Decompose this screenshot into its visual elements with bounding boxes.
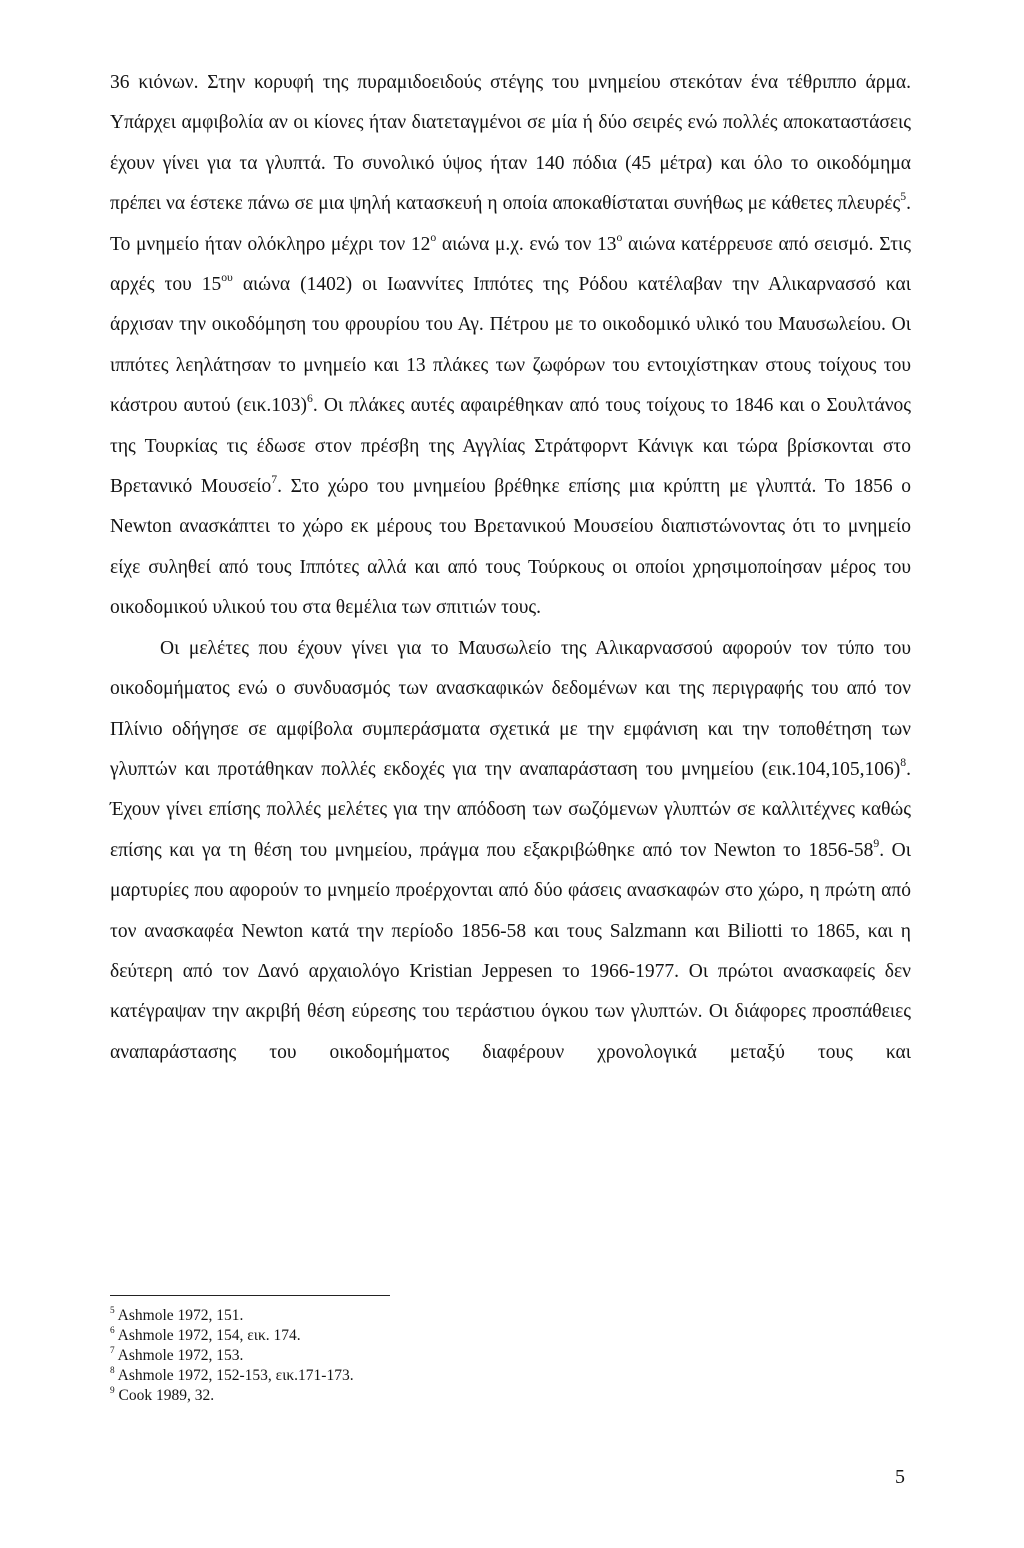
text-run: αιώνα (1402) οι Ιωαννίτες Ιππότες της Ρόδου κατέλαβαν την Αλικαρνασσό και άρχισαν την οικοδόμηση του φρουρίου του Αγ. Πέτρου με το οικοδομικό υλικό του Μαυσωλείου. Οι ιππότες λεηλάτησαν το μνημείο και 13 πλάκες των ζωφόρων του εντοιχίστηκαν στους τοίχους του κάστρου αυτού (εικ.103) [110,274,911,417]
footnotes [110,1306,810,1406]
footnote-ref: ου [221,271,233,285]
footnote-number: 6 [110,1326,115,1337]
footnote-ref: ο [616,230,623,244]
footnote-text: Ashmole 1972, 153. [114,1347,244,1364]
text-run: αιώνα μ.χ. ενώ τον 13 [436,233,617,255]
footnote-number: 5 [110,1306,115,1317]
text-run: αιώνα κατέρρευσε από σεισμό. Στις αρχές του 15 [110,233,912,296]
footnote-number: 8 [110,1366,115,1377]
footnote [110,1346,810,1366]
footnote-ref: ο [430,230,437,244]
footnote-text: Cook 1989, 32. [114,1387,215,1404]
text-run: 36 κιόνων. Στην κορυφή της πυραμιδοειδούς στέγης του μνημείου στεκόταν ένα τέθριππο άρμα. Υπάρχει αμφιβολία αν οι κίονες ήταν διατεταγμένοι σε μία ή δύο σειρές ενώ πολλές αποκαταστάσεις έχουν γίνει για τα γλυπτά. Το συνολικό ύψος ήταν 140 πόδια (45 μέτρα) και όλο το οικοδόμημα πρέπει να έστεκε πάνω σε μια ψηλή κατασκευή η οποία αποκαθίσταται συνήθως με κάθετες πλευρές [110,72,911,215]
body-text [110,63,911,1073]
paragraph [110,629,911,1073]
text-run: . Οι μαρτυρίες που αφορούν το μνημείο προέρχονται από δύο φάσεις ανασκαφών στο χώρο, η πρώτη από τον ανασκαφέα Newton κατά την περίοδο 1856-58 και τους Salzmann και Biliotti το 1865, και η δεύτερη από τον Δανό αρχαιολόγο Kristian Jeppesen το 1966-1977. Οι πρώτοι ανασκαφείς δεν κατέγραψαν την ακριβή θέση εύρεσης του τεράστιου όγκου των γλυπτών. Οι διάφορες προσπάθειες αναπαράστασης του οικοδομήματος διαφέρουν χρονολογικά μεταξύ τους και [110,839,911,1063]
footnote-ref: 9 [873,836,880,850]
footnote-text: Ashmole 1972, 152-153, εικ.171-173. [114,1367,354,1384]
footnote [110,1366,810,1386]
footnote-number: 9 [110,1386,115,1397]
footnote-text: Ashmole 1972, 154, εικ. 174. [114,1327,301,1344]
text-run: Οι μελέτες που έχουν γίνει για το Μαυσωλείο της Αλικαρνασσού αφορούν τον τύπο του οικοδομήματος ενώ ο συνδυασμός των ανασκαφικών δεδομένων και της περιγραφής του από τον Πλίνιο οδήγησε σε αμφίβολα συμπεράσματα σχετικά με την εμφάνιση και την τοποθέτηση των γλυπτών και προτάθηκαν πολλές εκδοχές για την αναπαράσταση του μνημείου (εικ.104,105,106) [110,637,911,780]
text-run: . Οι πλάκες αυτές αφαιρέθηκαν από τους τοίχους το 1846 και ο Σουλτάνος της Τουρκίας τις έδωσε στον πρέσβη της Αγγλίας Στράτφορντ Κάνιγκ και τώρα βρίσκονται στο Βρετανικό Μουσείο [110,395,911,498]
page-number: 5 [895,1466,905,1488]
footnote-ref: 6 [307,392,313,406]
footnote-ref: 7 [271,473,278,487]
footnote-ref: 8 [900,756,907,770]
footnote [110,1386,810,1406]
text-run: . Το μνημείο ήταν ολόκληρο μέχρι τον 12 [110,193,911,255]
paragraph [110,63,911,629]
footnote-text: Ashmole 1972, 151. [114,1307,244,1324]
footnote-number: 7 [110,1346,115,1357]
footnote [110,1306,810,1326]
text-run: . Έχουν γίνει επίσης πολλές μελέτες για την απόδοση των σωζόμενων γλυπτών σε καλλιτέχνες καθώς επίσης και γα τη θέση του μνημείου, πράγμα που εξακριβώθηκε από τον Newton το 1856-58 [110,758,911,861]
text-run: . Στο χώρο του μνημείου βρέθηκε επίσης μια κρύπτη με γλυπτά. Το 1856 ο Newton ανασκάπτει το χώρο εκ μέρους του Βρετανικού Μουσείου διαπιστώνοντας ότι το μνημείο είχε συληθεί από τους Ιππότες αλλά και από τους Τούρκους οι οποίοι χρησιμοποίησαν μέρος του οικοδομικού υλικού του στα θεμέλια των σπιτιών τους. [110,476,911,619]
footnote [110,1326,810,1346]
footnote-separator [110,1295,390,1296]
footnote-ref: 5 [900,190,907,204]
